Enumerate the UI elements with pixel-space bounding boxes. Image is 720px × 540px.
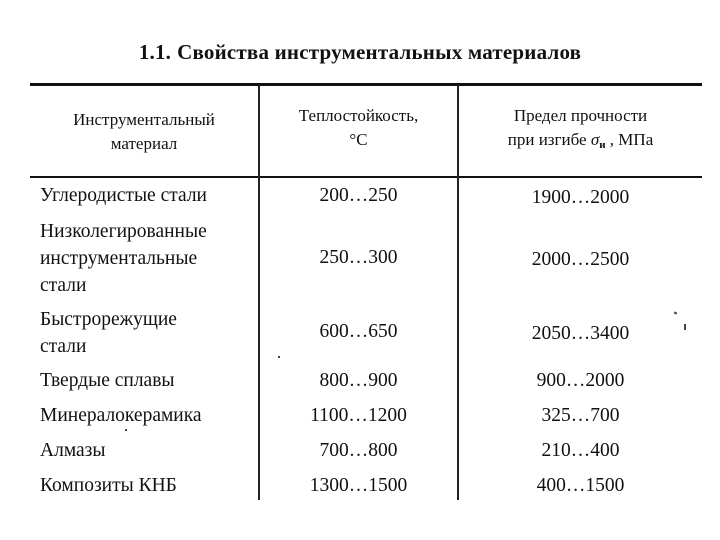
material-name [40, 218, 255, 299]
header-strength-pre: при изгибе [507, 130, 591, 149]
header-material-line1: Инструментальный [73, 110, 215, 129]
material-name-line: стали [40, 336, 87, 357]
header-material [30, 108, 258, 156]
heat-value: 800…900 [319, 370, 398, 391]
material-name-line: Быстрорежущие [40, 309, 177, 330]
heat-value: 1100…1200 [310, 405, 407, 426]
scan-speck [684, 324, 686, 330]
sigma-subscript: и [599, 139, 606, 151]
heat-value: 200…250 [319, 185, 398, 206]
header-heat-line1: Теплостойкость, [298, 106, 419, 125]
material-name-line: стали [40, 275, 87, 296]
strength-value: 900…2000 [536, 370, 625, 391]
material-name [40, 402, 255, 429]
header-rule [30, 176, 702, 178]
material-name [40, 182, 255, 209]
top-rule [30, 83, 702, 86]
table-title-text: Свойства инструментальных материалов [177, 40, 582, 64]
table-number: 1.1. [138, 40, 172, 64]
heat-value: 250…300 [319, 247, 398, 268]
strength-value: 400…1500 [536, 475, 625, 496]
strength-value: 2050…3400 [531, 323, 630, 344]
header-heat-resistance [260, 104, 457, 152]
material-name-line: Углеродистые стали [40, 185, 207, 206]
heat-value: 700…800 [319, 440, 398, 461]
header-strength [459, 104, 702, 157]
table-title [0, 40, 720, 65]
strength-value: 2000…2500 [531, 249, 630, 270]
material-name-line: Минералокерамика [40, 405, 202, 426]
material-name [40, 367, 255, 394]
scan-speck [278, 356, 280, 358]
header-strength-line1: Предел прочности [513, 106, 648, 125]
scan-speck [125, 429, 127, 431]
material-name-line: Композиты КНБ [40, 475, 177, 496]
material-name-line: Низколегированные [40, 221, 207, 242]
header-strength-line2 [459, 128, 702, 157]
header-material-line2: материал [110, 134, 178, 153]
strength-value: 210…400 [541, 440, 620, 461]
heat-value: 600…650 [319, 321, 398, 342]
heat-value: 1300…1500 [309, 475, 408, 496]
header-strength-post: , МПа [605, 130, 654, 149]
material-name [40, 437, 255, 464]
material-name-line: Твердые сплавы [40, 370, 175, 391]
material-name [40, 472, 255, 499]
material-name [40, 306, 255, 360]
strength-value: 1900…2000 [531, 187, 630, 208]
sigma-symbol: σ [590, 130, 600, 149]
material-name-line: Алмазы [40, 440, 106, 461]
header-heat-line2: °С [349, 130, 368, 149]
material-name-line: инструментальные [40, 248, 198, 269]
scan-speck [674, 311, 678, 314]
strength-value: 325…700 [541, 405, 620, 426]
